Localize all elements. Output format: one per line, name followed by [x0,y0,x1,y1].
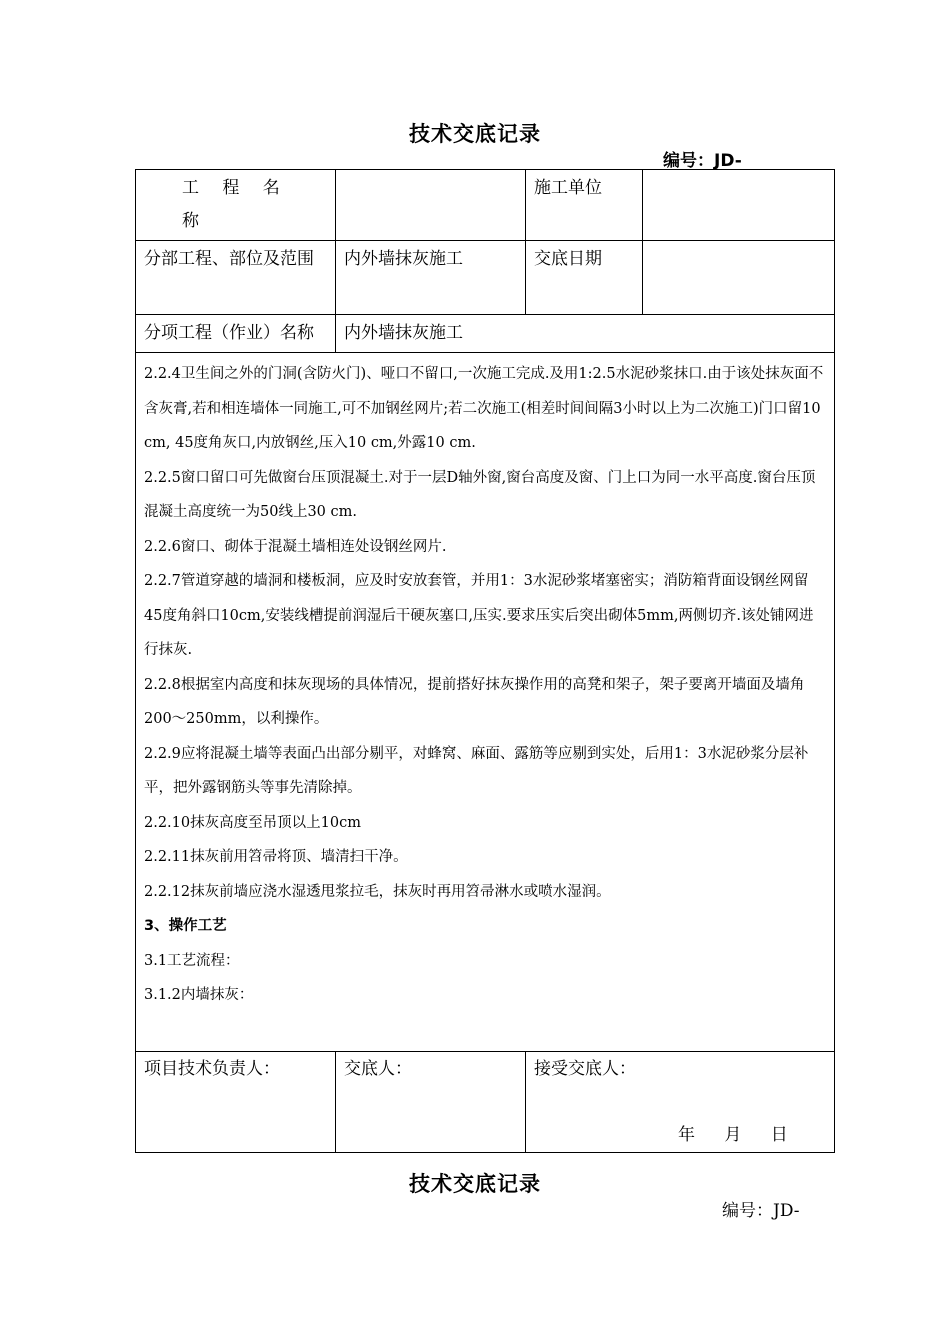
content-paragraph: 2.2.4卫生间之外的门洞(含防火门)、哑口不留口,一次施工完成.及用1:2.5水泥砂浆抹口.由于该处抹灰面不含灰膏,若和相连墙体一同施工,可不加钢丝网片;若二次施工(相差时间间隔3小时以上为二次施工)门口留10 cm, 45度角灰口,内放钢丝,压入10 cm,外露10 cm. [144,366,824,451]
handover-date-label: 交底日期 [534,249,602,269]
handover-date-value [643,241,834,245]
next-page-number: 编号：JD- [722,1201,800,1221]
content-paragraph: 2.2.11抹灰前用笤帚将顶、墙清扫干净。 [144,849,408,865]
section-heading: 3、操作工艺 [144,918,227,934]
handover-person-label: 交底人： [344,1059,412,1079]
item-name-value: 内外墙抹灰施工 [344,323,463,343]
item-name-row [136,315,835,353]
content-paragraph: 2.2.10抹灰高度至吊顶以上10cm [144,814,361,831]
content-paragraph: 2.2.8根据室内高度和抹灰现场的具体情况，提前搭好抹灰操作用的高凳和架子，架子要离开墙面及墙角200～250mm，以利操作。 [144,676,805,727]
construction-unit-value [643,170,834,174]
project-name-row [136,170,835,241]
content-paragraph: 2.2.12抹灰前墙应浇水湿透甩浆拉毛，抹灰时再用笤帚淋水或喷水湿润。 [144,883,611,900]
sub-project-row [136,241,835,315]
content-row [136,353,835,1052]
sub-project-value: 内外墙抹灰施工 [344,249,463,269]
sub-project-label: 分部工程、部位及范围 [144,249,314,269]
project-name-value [336,170,525,174]
construction-unit-label: 施工单位 [534,178,602,198]
project-name-label: 工 程 名 称 [182,178,289,231]
receiver-label: 接受交底人： [534,1059,636,1079]
content-paragraph: 2.2.9应将混凝土墙等表面凸出部分剔平，对蜂窝、麻面、露筋等应剔到实处，后用1：3水泥砂浆分层补平，把外露钢筋头等事先清除掉。 [144,745,809,796]
sub-item: 3.1工艺流程： [144,952,240,969]
document-title: 技术交底记录 [409,122,541,146]
signature-date: 年 月 日 [678,1125,788,1145]
tech-lead-label: 项目技术负责人： [144,1059,280,1079]
signature-row [136,1052,835,1153]
document-number: 编号：JD- [663,151,742,171]
content-paragraph: 2.2.7管道穿越的墙洞和楼板洞，应及时安放套管，并用1：3水泥砂浆堵塞密实；消防箱背面设钢丝网留45度角斜口10cm,安装线槽提前润湿后干硬灰塞口,压实.要求压实后突出砌体5mm,两侧切齐.该处铺网进行抹灰. [144,573,814,658]
content-paragraph: 2.2.5窗口留口可先做窗台压顶混凝土.对于一层D轴外窗,窗台高度及窗、门上口为同一水平高度.窗台压顶混凝土高度统一为50线上30 cm. [144,469,816,520]
item-name-label: 分项工程（作业）名称 [144,323,314,343]
handover-record-table [135,169,835,1153]
content-paragraph: 2.2.6窗口、砌体于混凝土墙相连处设钢丝网片. [144,538,447,555]
handover-content [136,353,834,1013]
next-page-title: 技术交底记录 [409,1172,541,1196]
sub-item: 3.1.2内墙抹灰： [144,987,254,1003]
